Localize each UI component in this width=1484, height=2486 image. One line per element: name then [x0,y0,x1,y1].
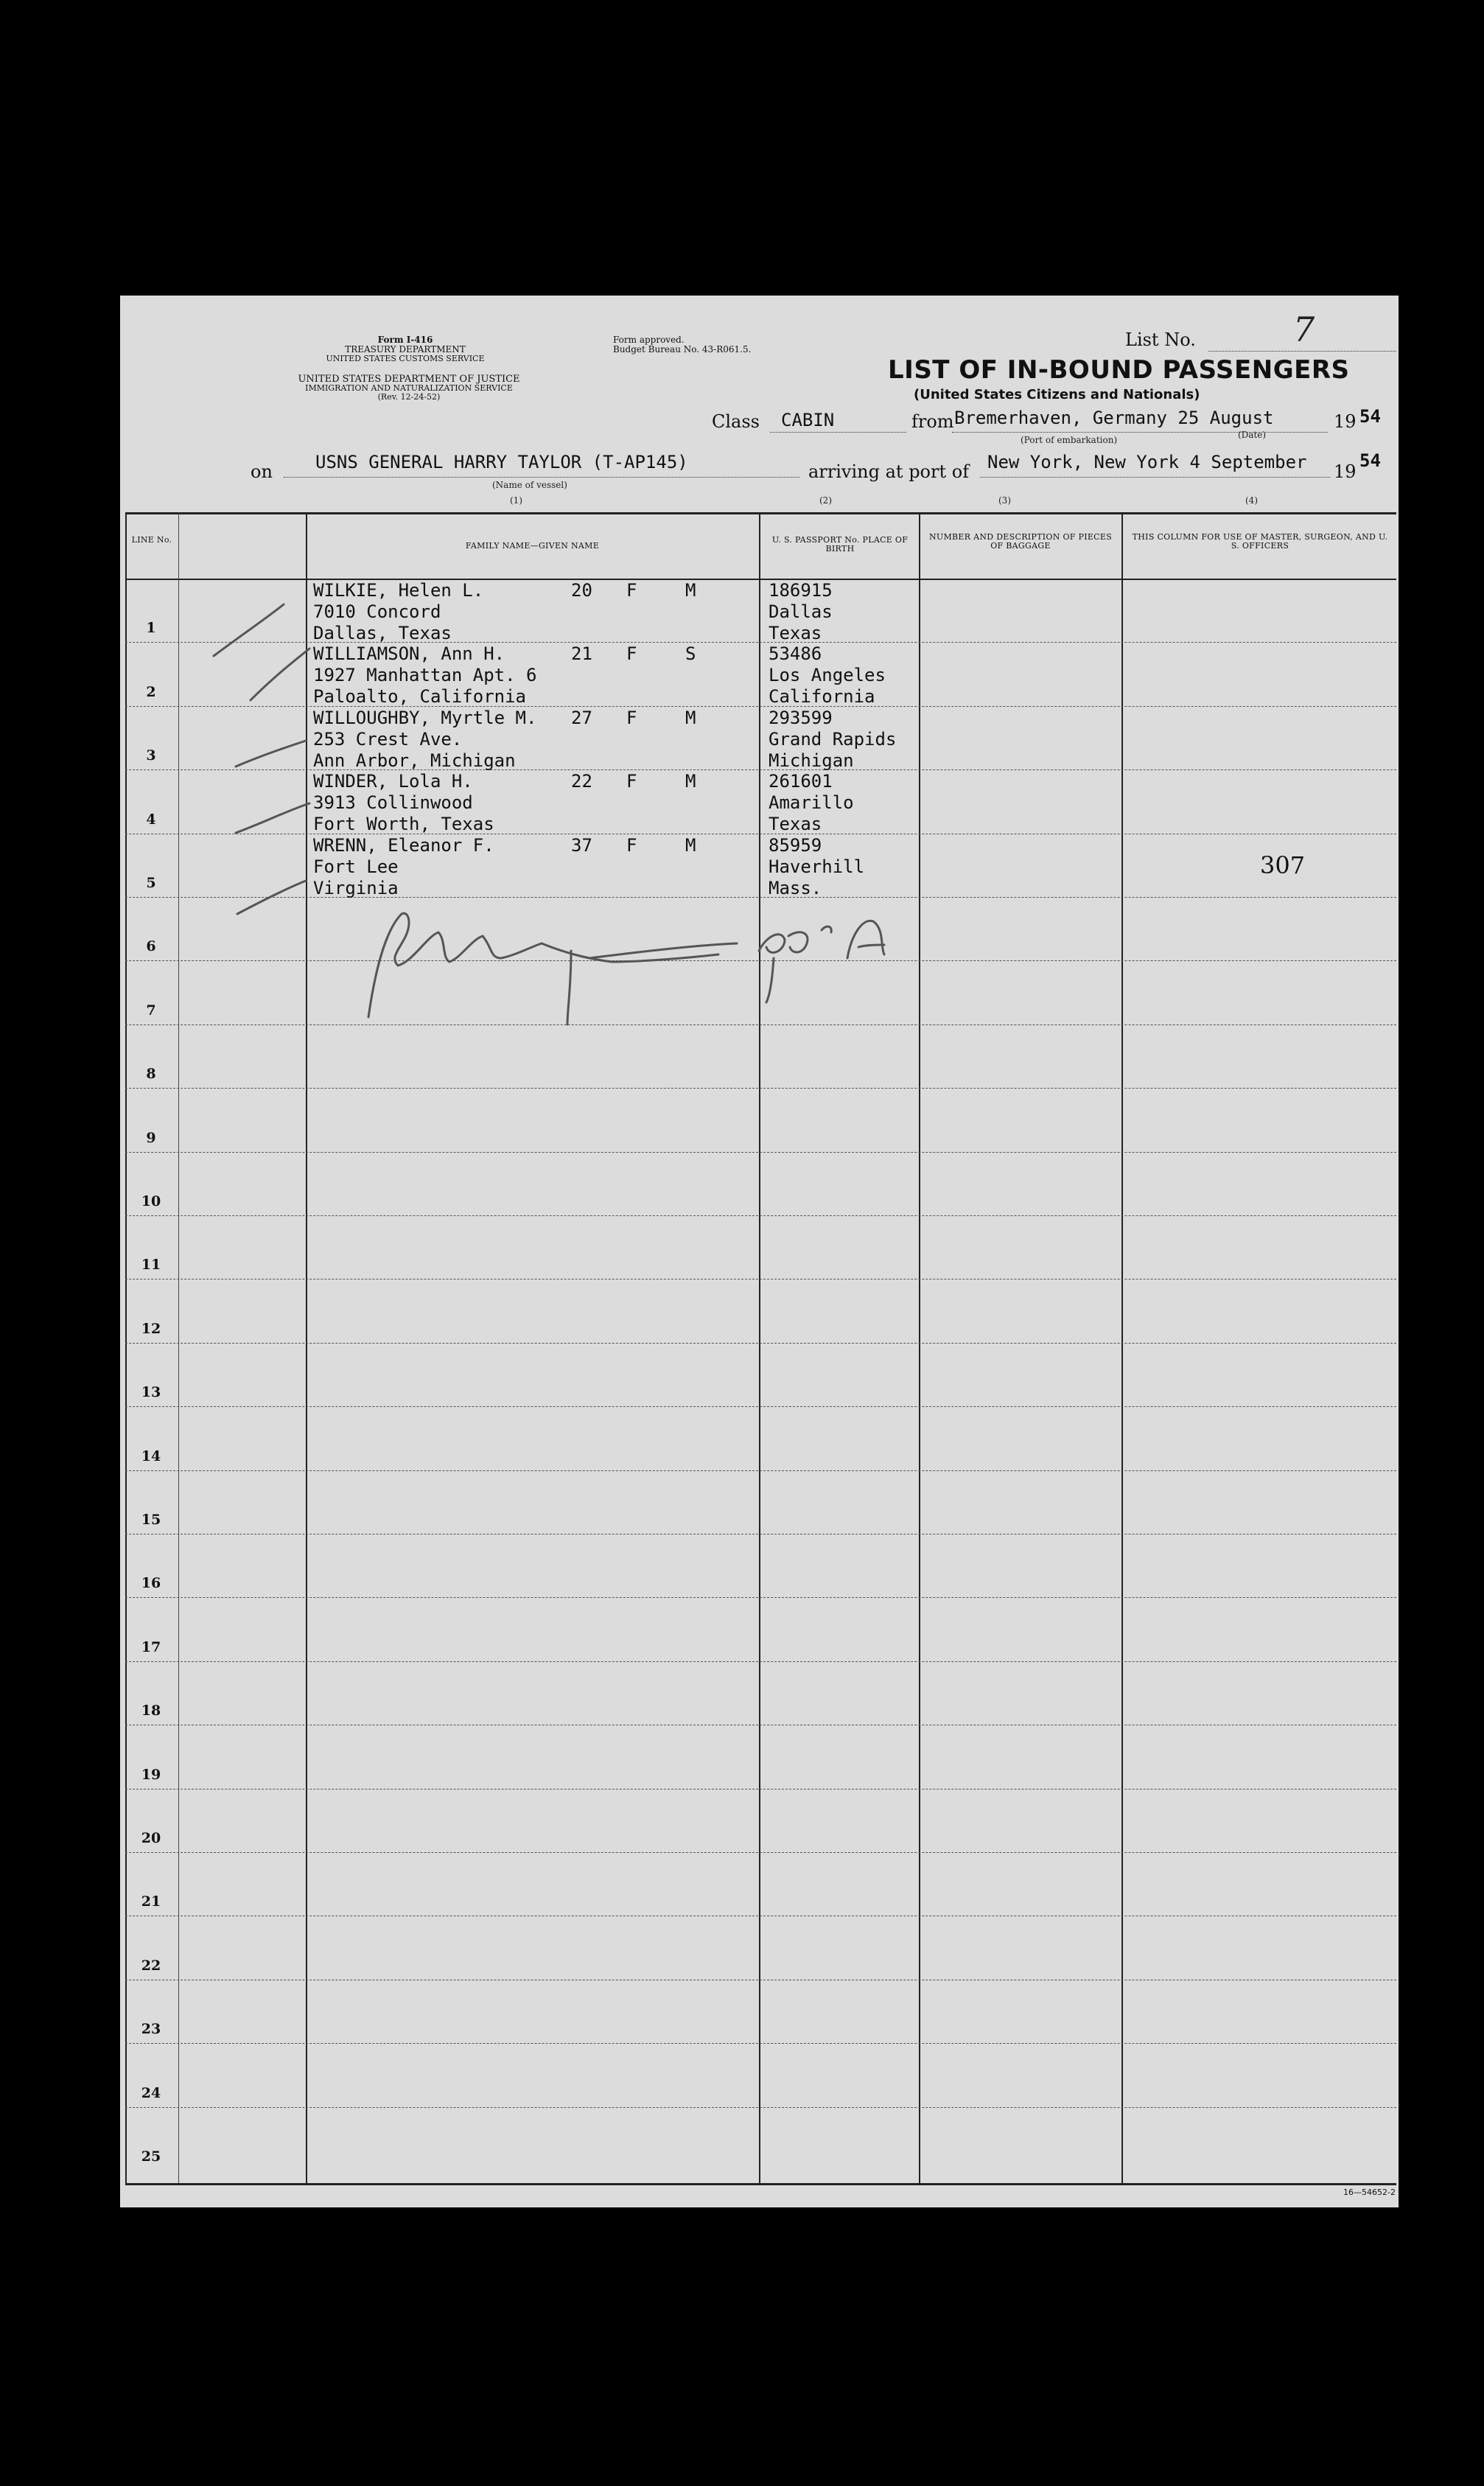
list-no-value: 7 [1293,310,1315,349]
port-embark-caption: (Port of embarkation) [1021,435,1118,445]
line-number: 18 [141,1703,161,1719]
line-number: 8 [146,1066,156,1083]
place-of-birth-line-1: Dallas [769,601,833,622]
header-line-no: LINE No. [131,535,172,545]
line-number: 12 [141,1320,161,1337]
line-number: 20 [141,1830,161,1846]
vessel-caption: (Name of vessel) [492,480,567,490]
year-from: 54 [1359,406,1381,427]
passenger-marital-status: M [685,771,696,792]
footer-code: 16—54652-2 [1343,2188,1396,2197]
place-of-birth-line-1: Los Angeles [769,665,886,686]
class-label: Class [712,411,760,432]
passport-number: 293599 [769,707,833,728]
passport-number: 261601 [769,771,833,792]
passenger-sex: F [626,580,637,601]
place-of-birth-line-2: Michigan [769,750,854,771]
treasury-dept: TREASURY DEPARTMENT [345,344,466,355]
date-caption: (Date) [1238,430,1267,440]
from-label: from [911,411,954,432]
line-number: 22 [141,1957,161,1974]
passenger-sex: F [626,834,637,856]
from-value: Bremerhaven, Germany 25 August [954,408,1274,428]
header-name: FAMILY NAME—GIVEN NAME [465,541,600,551]
line-number: 4 [146,811,156,828]
line-number: 21 [141,1893,161,1910]
line-number: 17 [141,1638,161,1655]
line-number: 25 [141,2148,161,2165]
line-number: 9 [146,1129,156,1146]
passenger-address-line-1: Fort Lee [313,856,399,877]
passenger-sex: F [626,707,637,728]
signature-initials [759,921,884,1002]
revision: (Rev. 12-24-52) [377,392,441,402]
passenger-age: 27 [571,707,592,728]
line-number: 13 [141,1384,161,1401]
line-number: 6 [146,938,156,955]
place-of-birth-line-1: Haverhill [769,856,865,877]
line-number: 10 [141,1193,161,1209]
passport-number: 186915 [769,580,833,601]
place-of-birth-line-2: California [769,686,875,708]
place-of-birth-line-1: Amarillo [769,792,854,814]
passport-number: 85959 [769,834,822,856]
check-mark [237,881,306,914]
passenger-age: 21 [571,643,592,665]
ins-name: IMMIGRATION AND NATURALIZATION SERVICE [305,383,513,393]
passenger-address-line-1: 7010 Concord [313,601,441,622]
line-number: 11 [141,1257,161,1274]
check-mark [236,741,306,767]
list-no-label: List No. [1125,329,1196,350]
col-num-3: (3) [998,495,1011,506]
year-prefix-1: 19 [1334,411,1357,432]
line-number: 14 [141,1448,161,1464]
passenger-address-line-1: 1927 Manhattan Apt. 6 [313,665,537,686]
header-passport: U. S. PASSPORT No. PLACE OF BIRTH [771,535,909,554]
vessel-name: USNS GENERAL HARRY TAYLOR (T-AP145) [315,452,688,472]
arrival-value: New York, New York 4 September [987,452,1307,472]
justice-dept: UNITED STATES DEPARTMENT OF JUSTICE [298,374,520,385]
budget-number: Budget Bureau No. 43-R061.5. [613,344,752,355]
passport-number: 53486 [769,643,822,665]
header-officers: THIS COLUMN FOR USE OF MASTER, SURGEON, AND U. S. OFFICERS [1132,532,1388,551]
passenger-address-line-1: 253 Crest Ave. [313,728,463,750]
signature-stroke [368,913,718,1017]
year-to: 54 [1359,450,1381,471]
place-of-birth-line-2: Texas [769,814,822,835]
col-num-2: (2) [819,495,832,506]
page-title: LIST OF IN-BOUND PASSENGERS [888,355,1350,385]
passenger-age: 20 [571,580,592,601]
passenger-age: 37 [571,834,592,856]
line-number: 15 [141,1512,161,1528]
place-of-birth-line-2: Texas [769,623,822,643]
passenger-address-line-2: Fort Worth, Texas [313,814,494,835]
form-approved: Form approved. [613,335,685,345]
passenger-name: WILLIAMSON, Ann H. [313,643,505,665]
passenger-address-line-2: Paloalto, California [313,686,526,708]
check-mark [251,649,309,700]
passenger-sex: F [626,771,637,792]
page-subtitle: (United States Citizens and Nationals) [914,387,1200,402]
header-baggage: NUMBER AND DESCRIPTION OF PIECES OF BAGGAGE [928,532,1113,551]
line-number: 3 [146,747,156,764]
officer-note: 307 [1260,851,1306,879]
line-number: 19 [141,1766,161,1783]
passenger-name: WILLOUGHBY, Myrtle M. [313,707,537,728]
on-label: on [251,461,273,482]
year-prefix-2: 19 [1334,461,1357,482]
passenger-marital-status: S [685,643,696,665]
line-number: 24 [141,2084,161,2101]
col-num-4: (4) [1245,495,1258,506]
signature-stroke [567,951,571,1024]
passenger-address-line-2: Dallas, Texas [313,623,452,643]
passenger-marital-status: M [685,580,696,601]
line-number: 23 [141,2021,161,2038]
check-mark [236,803,309,833]
place-of-birth-line-2: Mass. [769,877,822,898]
line-number: 5 [146,875,156,891]
line-number: 2 [146,683,156,700]
col-num-1: (1) [510,495,522,506]
passenger-name: WRENN, Eleanor F. [313,834,494,856]
passenger-name: WINDER, Lola H. [313,771,473,792]
passenger-age: 22 [571,771,592,792]
passenger-address-line-2: Virginia [313,877,399,898]
passenger-sex: F [626,643,637,665]
place-of-birth-line-1: Grand Rapids [769,728,897,750]
form-number: Form I-416 [377,335,433,345]
class-value: CABIN [781,410,835,430]
passenger-address-line-1: 3913 Collinwood [313,792,473,814]
line-number: 1 [146,620,156,637]
line-number: 16 [141,1575,161,1592]
passenger-marital-status: M [685,834,696,856]
passenger-name: WILKIE, Helen L. [313,580,484,601]
passenger-marital-status: M [685,707,696,728]
customs-service: UNITED STATES CUSTOMS SERVICE [326,354,485,363]
check-mark [214,604,284,656]
arriving-label: arriving at port of [808,461,970,482]
line-number: 7 [146,1002,156,1019]
passenger-address-line-2: Ann Arbor, Michigan [313,750,516,771]
